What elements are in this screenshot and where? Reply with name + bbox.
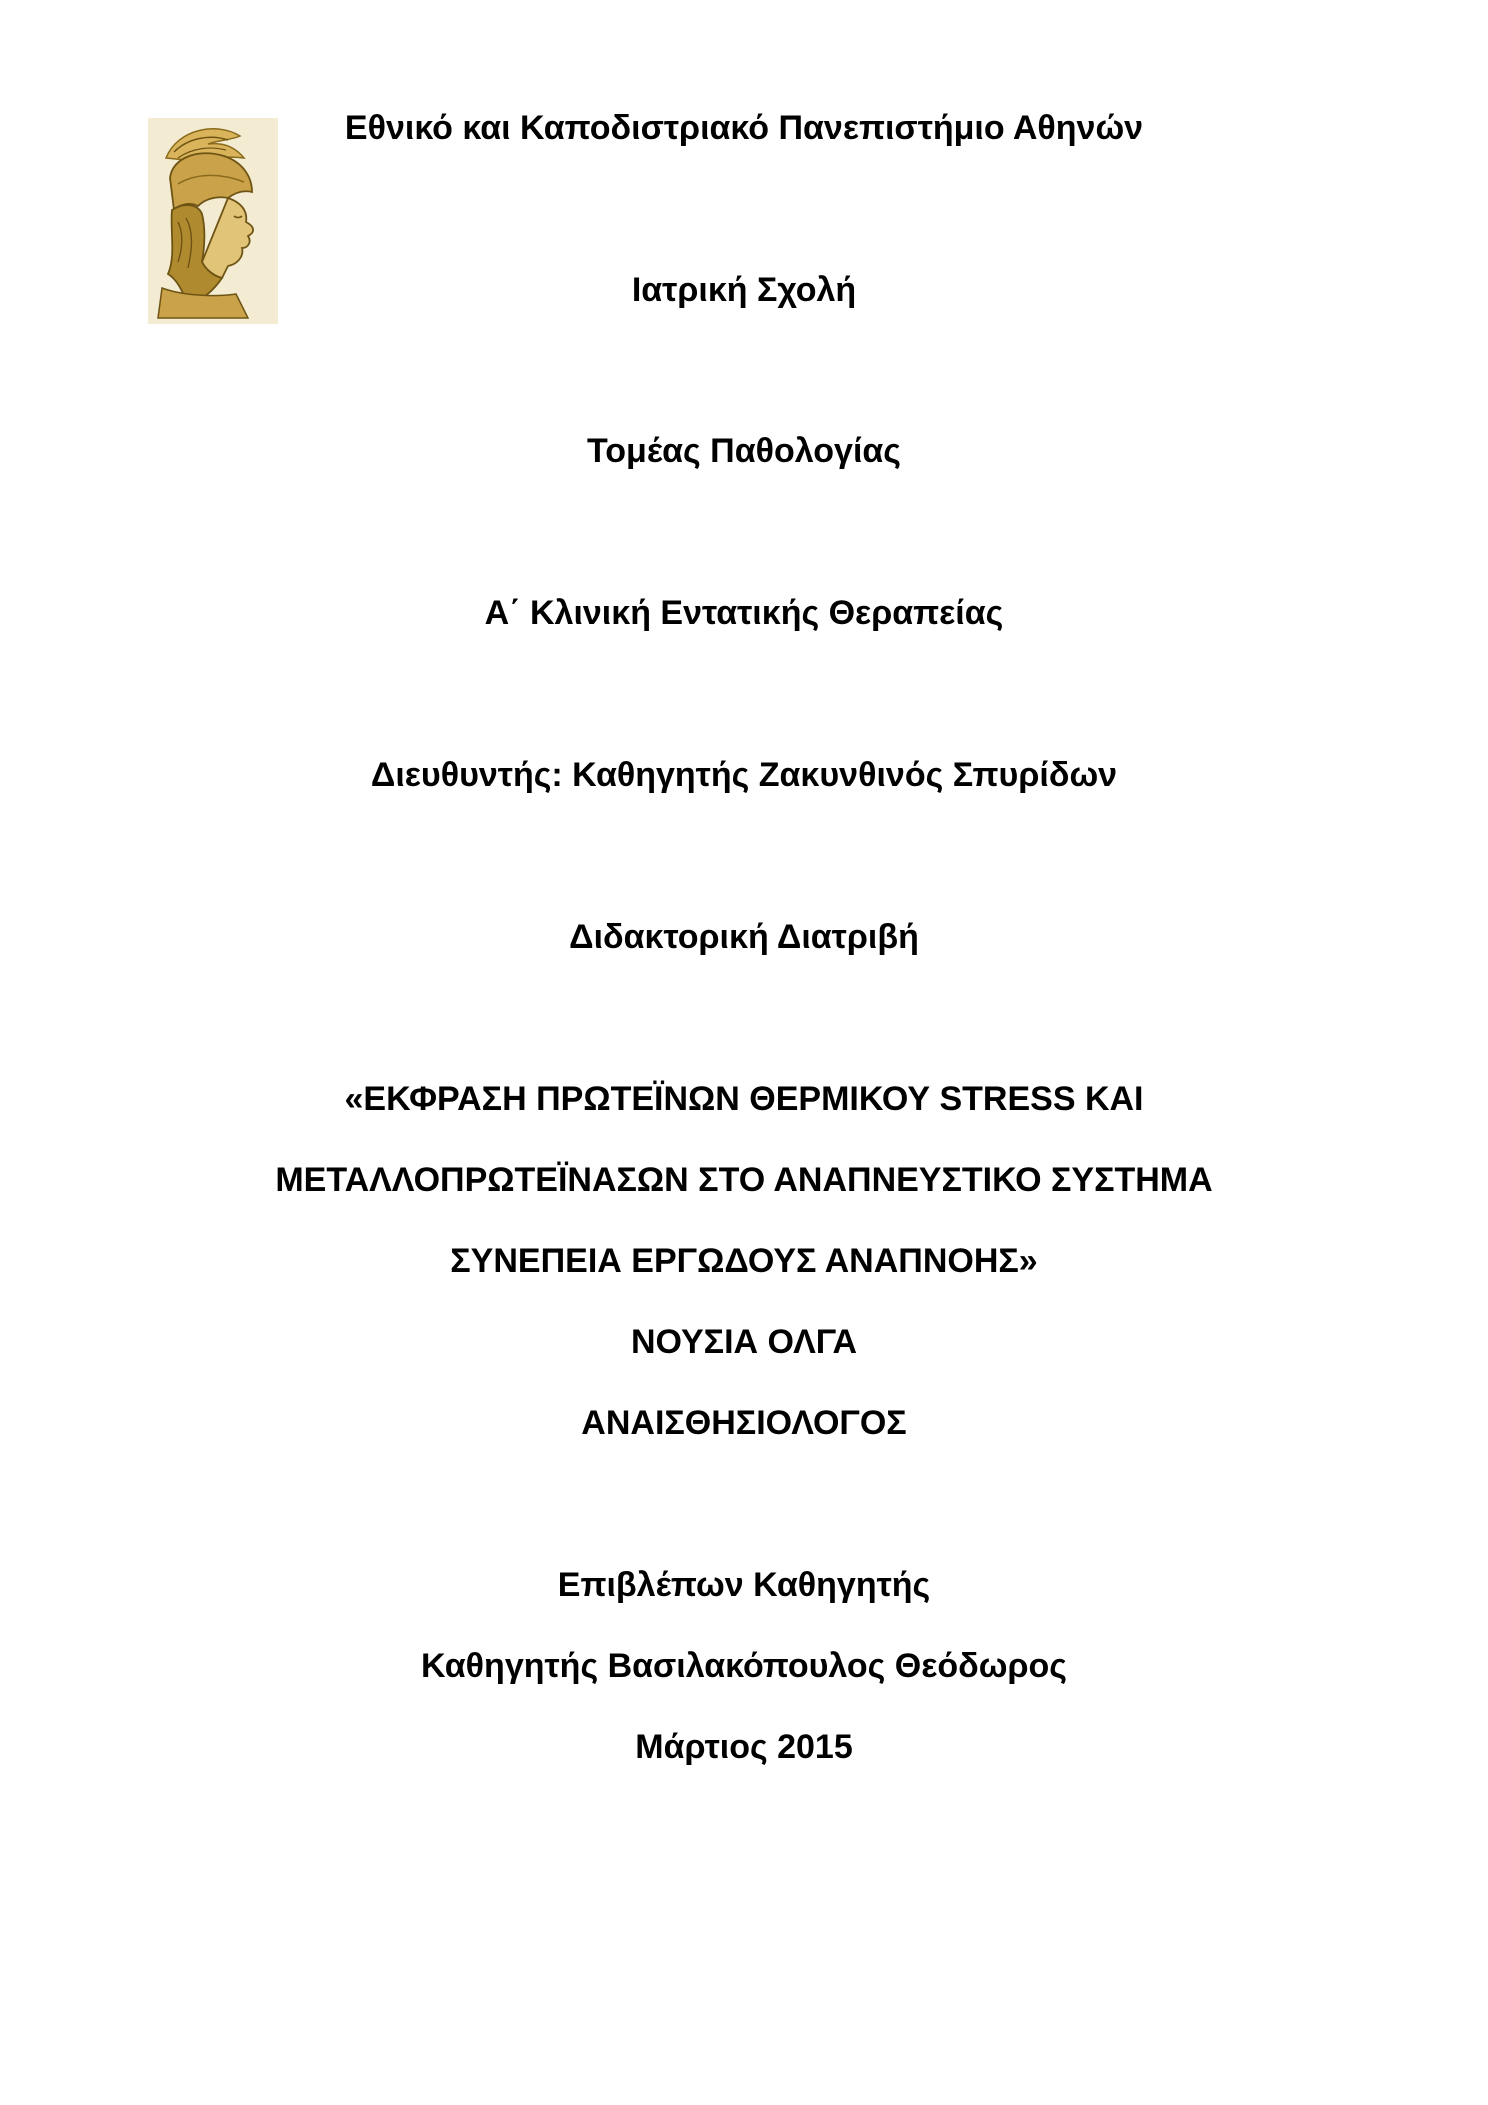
director-line: Διευθυντής: Καθηγητής Ζακυνθινός Σπυρίδων (370, 756, 1118, 794)
clinic-name: Α΄ Κλινική Εντατικής Θεραπείας (484, 594, 1004, 632)
thesis-title-line-2: ΜΕΤΑΛΛΟΠΡΩΤΕΪΝΑΣΩΝ ΣΤΟ ΑΝΑΠΝΕΥΣΤΙΚΟ ΣΥΣΤΗΜΑ (275, 1161, 1213, 1199)
department-name: Τομέας Παθολογίας (587, 432, 901, 470)
thesis-title-line-3: ΣΥΝΕΠΕΙΑ ΕΡΓΩΔΟΥΣ ΑΝΑΠΝΟΗΣ» (450, 1242, 1038, 1280)
author-name: ΝΟΥΣΙΑ ΟΛΓΑ (630, 1323, 858, 1361)
author-title: ΑΝΑΙΣΘΗΣΙΟΛΟΓΟΣ (581, 1404, 907, 1442)
university-name: Εθνικό και Καποδιστριακό Πανεπιστήμιο Αθηνών (344, 109, 1144, 147)
thesis-title-line-1: «ΕΚΦΡΑΣΗ ΠΡΩΤΕΪΝΩΝ ΘΕΡΜΙΚΟΥ STRESS ΚΑΙ (344, 1080, 1144, 1118)
document-type: Διδακτορική Διατριβή (569, 918, 919, 956)
thesis-date: Μάρτιος 2015 (635, 1728, 853, 1766)
school-name: Ιατρική Σχολή (631, 271, 857, 309)
supervisor-label: Επιβλέπων Καθηγητής (557, 1566, 931, 1604)
supervisor-name: Καθηγητής Βασιλακόπουλος Θεόδωρος (421, 1647, 1067, 1685)
